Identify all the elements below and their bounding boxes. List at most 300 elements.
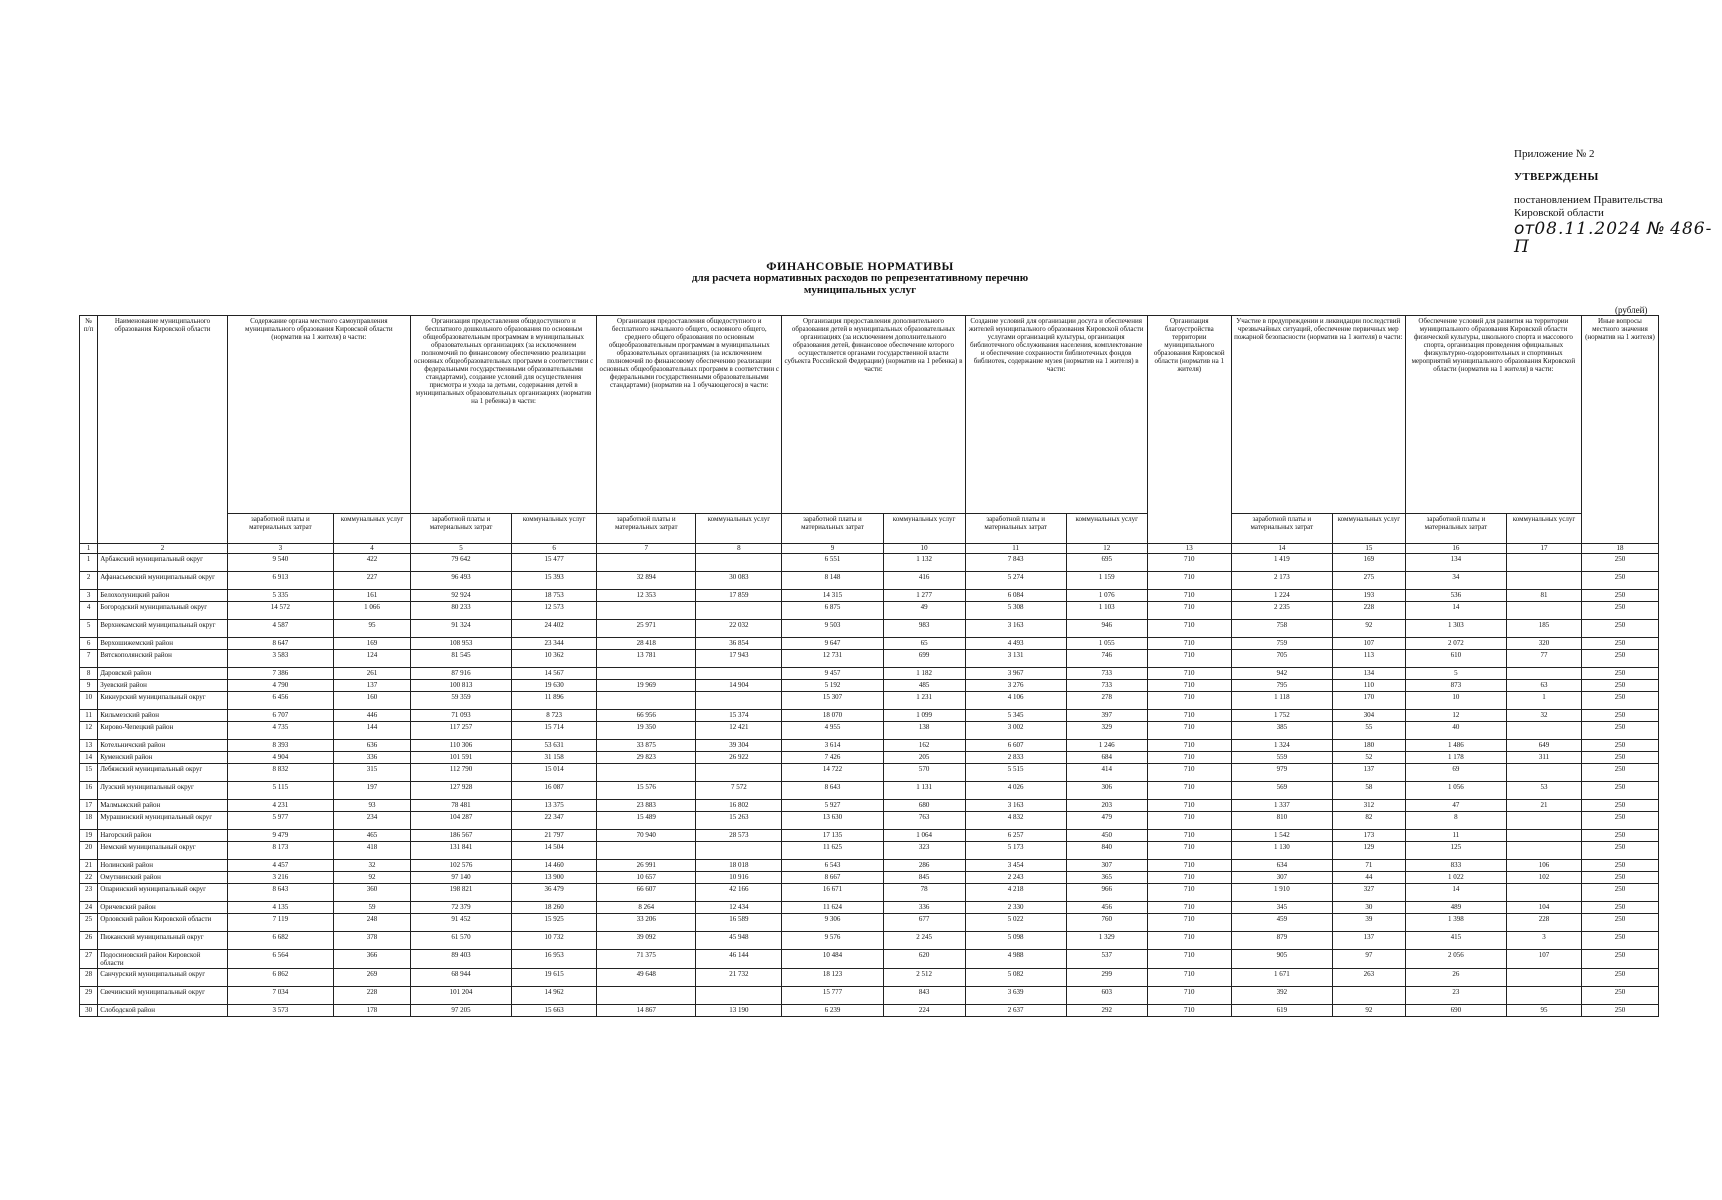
row-number: 29 [80,987,98,1005]
cell-value: 1 277 [883,590,965,602]
cell-value: 8 647 [227,638,333,650]
cell-value: 110 306 [410,740,511,752]
cell-value: 8 148 [782,572,883,590]
cell-value: 16 802 [696,800,782,812]
cell-value: 15 576 [597,782,696,800]
table-row [80,692,1659,710]
cell-value: 227 [334,572,411,590]
cell-value: 2 243 [965,872,1066,884]
cell-value: 795 [1231,680,1332,692]
cell-value: 92 [334,872,411,884]
cell-value: 131 841 [410,842,511,860]
cell-value: 4 457 [227,860,333,872]
cell-value: 710 [1147,740,1231,752]
cell-value: 16 087 [512,782,597,800]
cell-value: 1 118 [1231,692,1332,710]
cell-value: 1 398 [1405,914,1506,932]
table-row [80,752,1659,764]
cell-value: 30 083 [696,572,782,590]
cell-value: 14 962 [512,987,597,1005]
header-group-9: Иные вопросы местного значения (норматив на 1 жителя) [1581,316,1658,544]
cell-value: 250 [1581,842,1658,860]
cell-value: 72 379 [410,902,511,914]
cell-value: 31 158 [512,752,597,764]
cell-value: 250 [1581,782,1658,800]
cell-value: 26 922 [696,752,782,764]
cell-value: 11 625 [782,842,883,860]
table-row [80,800,1659,812]
municipality-name: Даровской район [98,668,228,680]
cell-value: 684 [1066,752,1147,764]
cell-value: 385 [1231,722,1332,740]
cell-value: 44 [1332,872,1405,884]
table-row [80,842,1659,860]
cell-value: 93 [334,800,411,812]
cell-value: 34 [1405,572,1506,590]
cell-value: 15 925 [512,914,597,932]
cell-value: 699 [883,650,965,668]
cell-value: 30 [1332,902,1405,914]
cell-value: 250 [1581,590,1658,602]
table-row [80,1005,1659,1017]
cell-value: 763 [883,812,965,830]
cell-value: 87 916 [410,668,511,680]
cell-value: 8 667 [782,872,883,884]
cell-value: 275 [1332,572,1405,590]
header-row-groups [80,316,1659,514]
cell-value: 26 [1405,969,1506,987]
municipality-name: Санчурский муниципальный округ [98,969,228,987]
municipality-name: Верхнекамский муниципальный округ [98,620,228,638]
cell-value: 603 [1066,987,1147,1005]
cell-value: 65 [883,638,965,650]
table-row [80,969,1659,987]
row-number: 25 [80,914,98,932]
cell-value: 134 [1332,668,1405,680]
cell-value: 250 [1581,812,1658,830]
subheader-wages: заработной платы и материальных затрат [1231,514,1332,544]
cell-value: 61 570 [410,932,511,950]
column-number: 9 [782,544,883,554]
cell-value: 3 002 [965,722,1066,740]
municipality-name: Нагорский район [98,830,228,842]
cell-value: 323 [883,842,965,860]
subheader-wages: заработной платы и материальных затрат [965,514,1066,544]
cell-value: 979 [1231,764,1332,782]
cell-value: 66 607 [597,884,696,902]
cell-value: 3 276 [965,680,1066,692]
cell-value: 695 [1066,554,1147,572]
municipality-name: Омутнинский район [98,872,228,884]
column-number: 2 [98,544,228,554]
cell-value: 5 115 [227,782,333,800]
cell-value: 7 034 [227,987,333,1005]
cell-value: 636 [334,740,411,752]
column-number: 10 [883,544,965,554]
cell-value: 873 [1405,680,1506,692]
cell-value: 32 [334,860,411,872]
table-row [80,590,1659,602]
header-name: Наименование муниципального образования Кировской области [98,316,228,544]
cell-value: 833 [1405,860,1506,872]
cell-value: 169 [1332,554,1405,572]
cell-value: 905 [1231,950,1332,969]
cell-value [696,692,782,710]
cell-value: 97 [1332,950,1405,969]
document-title [560,260,1160,296]
header-group-7: Участие в предупреждении и ликвидации последствий чрезвычайных ситуаций, обеспечение первичных мер пожарной безопасности (норматив на 1 жителя) в части: [1231,316,1405,514]
cell-value: 559 [1231,752,1332,764]
column-number: 7 [597,544,696,554]
cell-value: 879 [1231,932,1332,950]
cell-value: 228 [334,987,411,1005]
cell-value: 1 132 [883,554,965,572]
cell-value: 1 419 [1231,554,1332,572]
approval-date: 08.11.2024 [1534,219,1642,239]
cell-value: 106 [1507,860,1582,872]
municipality-name: Свечинский муниципальный округ [98,987,228,1005]
cell-value: 250 [1581,740,1658,752]
cell-value [1507,969,1582,987]
cell-value: 170 [1332,692,1405,710]
cell-value: 3 [1507,932,1582,950]
cell-value: 160 [334,692,411,710]
cell-value: 2 330 [965,902,1066,914]
table-row [80,620,1659,638]
municipality-name: Лебяжский муниципальный округ [98,764,228,782]
cell-value [597,554,696,572]
cell-value: 1 056 [1405,782,1506,800]
cell-value: 4 790 [227,680,333,692]
cell-value: 5 515 [965,764,1066,782]
cell-value: 6 257 [965,830,1066,842]
cell-value: 5 022 [965,914,1066,932]
cell-value: 15 777 [782,987,883,1005]
cell-value: 18 123 [782,969,883,987]
row-number: 18 [80,812,98,830]
cell-value: 570 [883,764,965,782]
cell-value: 19 630 [512,680,597,692]
cell-value: 248 [334,914,411,932]
row-number: 10 [80,692,98,710]
cell-value: 124 [334,650,411,668]
cell-value: 4 135 [227,902,333,914]
subheader-wages: заработной платы и материальных затрат [597,514,696,544]
cell-value: 92 [1332,1005,1405,1017]
cell-value: 13 375 [512,800,597,812]
cell-value: 8 173 [227,842,333,860]
cell-value: 16 589 [696,914,782,932]
cell-value: 32 [1507,710,1582,722]
cell-value: 185 [1507,620,1582,638]
cell-value: 3 967 [965,668,1066,680]
header-group-6: Организация благоустройства территории муниципального образования Кировской области (норматив на 1 жителя) [1147,316,1231,544]
cell-value: 5 927 [782,800,883,812]
cell-value: 5 345 [965,710,1066,722]
cell-value: 224 [883,1005,965,1017]
cell-value: 17 859 [696,590,782,602]
municipality-name: Кирово-Чепецкий район [98,722,228,740]
title-main: ФИНАНСОВЫЕ НОРМАТИВЫ [766,259,954,273]
cell-value: 14 867 [597,1005,696,1017]
row-number: 15 [80,764,98,782]
cell-value: 22 032 [696,620,782,638]
table-row [80,554,1659,572]
row-number: 21 [80,860,98,872]
cell-value: 13 190 [696,1005,782,1017]
cell-value: 81 545 [410,650,511,668]
cell-value: 169 [334,638,411,650]
cell-value: 250 [1581,572,1658,590]
cell-value: 69 [1405,764,1506,782]
municipality-name: Богородский муниципальный округ [98,602,228,620]
cell-value: 710 [1147,969,1231,987]
cell-value: 1 182 [883,668,965,680]
cell-value: 250 [1581,668,1658,680]
cell-value: 1 103 [1066,602,1147,620]
cell-value: 250 [1581,872,1658,884]
table-row [80,932,1659,950]
cell-value: 2 235 [1231,602,1332,620]
cell-value: 4 735 [227,722,333,740]
cell-value: 733 [1066,668,1147,680]
cell-value: 4 955 [782,722,883,740]
cell-value: 89 403 [410,950,511,969]
cell-value: 8 643 [227,884,333,902]
cell-value: 278 [1066,692,1147,710]
cell-value: 21 797 [512,830,597,842]
cell-value: 489 [1405,902,1506,914]
cell-value: 3 583 [227,650,333,668]
cell-value: 250 [1581,554,1658,572]
cell-value: 261 [334,668,411,680]
cell-value: 12 353 [597,590,696,602]
subheader-utilities: коммунальных услуг [334,514,411,544]
cell-value: 710 [1147,884,1231,902]
column-number: 3 [227,544,333,554]
table-row [80,764,1659,782]
row-number: 13 [80,740,98,752]
cell-value: 24 402 [512,620,597,638]
cell-value: 710 [1147,950,1231,969]
cell-value [1507,722,1582,740]
cell-value: 422 [334,554,411,572]
cell-value: 6 913 [227,572,333,590]
municipality-name: Оричевский район [98,902,228,914]
cell-value: 101 204 [410,987,511,1005]
cell-value: 6 607 [965,740,1066,752]
cell-value: 1 066 [334,602,411,620]
cell-value: 112 790 [410,764,511,782]
row-number: 30 [80,1005,98,1017]
cell-value [1507,668,1582,680]
municipality-name: Мурашинский муниципальный округ [98,812,228,830]
cell-value: 5 977 [227,812,333,830]
cell-value: 3 216 [227,872,333,884]
cell-value: 250 [1581,914,1658,932]
cell-value: 6 084 [965,590,1066,602]
cell-value: 610 [1405,650,1506,668]
normatives-table [79,315,1659,1017]
column-number: 13 [1147,544,1231,554]
cell-value: 39 [1332,914,1405,932]
cell-value: 250 [1581,638,1658,650]
cell-value: 250 [1581,950,1658,969]
cell-value: 78 481 [410,800,511,812]
cell-value: 1 130 [1231,842,1332,860]
cell-value: 178 [334,1005,411,1017]
cell-value: 13 781 [597,650,696,668]
cell-value: 710 [1147,764,1231,782]
cell-value: 4 988 [965,950,1066,969]
cell-value: 710 [1147,830,1231,842]
cell-value: 49 [883,602,965,620]
cell-value: 92 [1332,620,1405,638]
cell-value: 42 166 [696,884,782,902]
cell-value: 49 648 [597,969,696,987]
subheader-utilities: коммунальных услуг [1507,514,1582,544]
cell-value: 66 956 [597,710,696,722]
cell-value: 9 503 [782,620,883,638]
cell-value: 97 140 [410,872,511,884]
cell-value: 14 572 [227,602,333,620]
appendix-label: Приложение № 2 [1514,148,1595,160]
cell-value [597,987,696,1005]
cell-value: 21 [1507,800,1582,812]
cell-value: 15 374 [696,710,782,722]
cell-value: 203 [1066,800,1147,812]
header-group-3: Организация предоставления общедоступного и бесплатного начального общего, основного общего, среднего общего образования по основным общеобразовательным программам в муниципальных образовательных организациях (за исключением полномочий по финансовому обеспечению реализации основных общеобразовательных программ в соответствии с федеральными государственными образовательными стандартами) (норматив на 1 обучающегося) в части: [597,316,782,514]
cell-value: 250 [1581,860,1658,872]
cell-value: 1 910 [1231,884,1332,902]
row-number: 17 [80,800,98,812]
cell-value: 127 928 [410,782,511,800]
cell-value: 1 486 [1405,740,1506,752]
cell-value: 250 [1581,932,1658,950]
cell-value: 269 [334,969,411,987]
cell-value: 14 [1405,884,1506,902]
cell-value: 71 093 [410,710,511,722]
municipality-name: Опаринский муниципальный округ [98,884,228,902]
row-number: 4 [80,602,98,620]
cell-value: 45 948 [696,932,782,950]
cell-value: 966 [1066,884,1147,902]
municipality-name: Нолинский район [98,860,228,872]
cell-value: 327 [1332,884,1405,902]
cell-value: 12 731 [782,650,883,668]
cell-value: 1 303 [1405,620,1506,638]
cell-value: 710 [1147,572,1231,590]
cell-value: 4 231 [227,800,333,812]
approval-number: 486-П [1514,219,1713,257]
cell-value: 710 [1147,914,1231,932]
cell-value: 10 [1405,692,1506,710]
cell-value: 746 [1066,650,1147,668]
cell-value: 710 [1147,1005,1231,1017]
cell-value: 14 [1405,602,1506,620]
row-number: 24 [80,902,98,914]
cell-value: 2 072 [1405,638,1506,650]
cell-value: 7 572 [696,782,782,800]
table-row [80,950,1659,969]
cell-value: 18 070 [782,710,883,722]
subheader-utilities: коммунальных услуг [512,514,597,544]
cell-value: 14 567 [512,668,597,680]
cell-value: 9 576 [782,932,883,950]
cell-value: 843 [883,987,965,1005]
column-number: 12 [1066,544,1147,554]
cell-value: 70 940 [597,830,696,842]
cell-value: 101 591 [410,752,511,764]
cell-value: 33 875 [597,740,696,752]
table-row [80,884,1659,902]
cell-value: 329 [1066,722,1147,740]
cell-value: 1 076 [1066,590,1147,602]
municipality-name: Орловский район Кировской области [98,914,228,932]
cell-value: 197 [334,782,411,800]
cell-value: 15 393 [512,572,597,590]
cell-value [597,692,696,710]
column-number: 1 [80,544,98,554]
cell-value: 18 018 [696,860,782,872]
cell-value: 15 014 [512,764,597,782]
cell-value: 5 173 [965,842,1066,860]
cell-value: 9 479 [227,830,333,842]
cell-value: 366 [334,950,411,969]
cell-value: 1 671 [1231,969,1332,987]
cell-value: 392 [1231,987,1332,1005]
header-group-5: Создание условий для организации досуга и обеспечения жителей муниципального образования Кировской области услугами организаций культуры, организация библиотечного обслуживания населения, комплектование и обеспечение сохранности библиотечных фондов библиотек, содержание музея (норматив на 1 жителя) в части: [965,316,1147,514]
table-row [80,572,1659,590]
cell-value: 3 639 [965,987,1066,1005]
cell-value: 17 943 [696,650,782,668]
subheader-wages: заработной платы и материальных затрат [782,514,883,544]
cell-value: 107 [1332,638,1405,650]
cell-value: 250 [1581,830,1658,842]
cell-value [1507,987,1582,1005]
cell-value: 10 362 [512,650,597,668]
cell-value: 144 [334,722,411,740]
cell-value: 39 092 [597,932,696,950]
header-row-subcols [80,514,1659,544]
cell-value: 71 375 [597,950,696,969]
cell-value: 336 [334,752,411,764]
cell-value: 113 [1332,650,1405,668]
cell-value: 634 [1231,860,1332,872]
cell-value: 80 233 [410,602,511,620]
cell-value: 677 [883,914,965,932]
row-number: 9 [80,680,98,692]
cell-value [1332,987,1405,1005]
table-row [80,860,1659,872]
cell-value: 710 [1147,668,1231,680]
cell-value: 15 307 [782,692,883,710]
date-prefix: от [1514,219,1535,239]
approval-date-line [1514,220,1714,256]
cell-value: 14 504 [512,842,597,860]
cell-value: 14 904 [696,680,782,692]
cell-value: 3 573 [227,1005,333,1017]
row-number: 1 [80,554,98,572]
cell-value: 1 022 [1405,872,1506,884]
cell-value: 228 [1332,602,1405,620]
column-number: 15 [1332,544,1405,554]
row-number: 23 [80,884,98,902]
municipality-name: Немский муниципальный округ [98,842,228,860]
cell-value: 397 [1066,710,1147,722]
cell-value: 758 [1231,620,1332,638]
cell-value: 250 [1581,710,1658,722]
